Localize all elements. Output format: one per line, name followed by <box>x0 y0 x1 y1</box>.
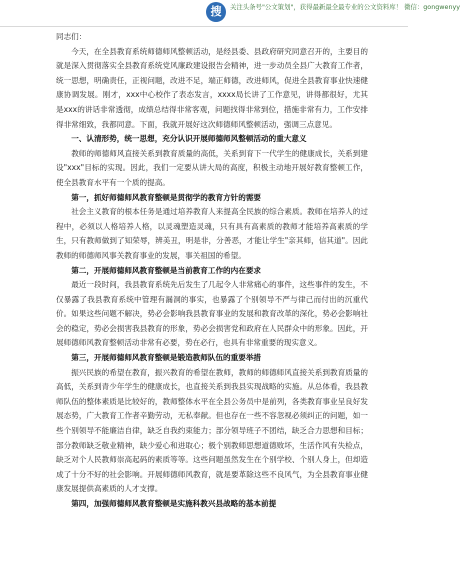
subheading-4: 第四，加强师德师风教育整顿是实施科教兴县战略的基本前提 <box>71 499 277 508</box>
sub2-block <box>56 278 368 351</box>
body-paragraph: 教师的师德师风直接关系到教育质量的高低，关系到育下一代学生的健康成长，关系到建设"xxx"目标的实现。因此，我们一定要从讲大局的高度，积极主动地开展好教育整顿工作，使全县教育水平有一个质的提高。 <box>56 148 368 187</box>
section1-block <box>56 147 368 191</box>
salutation: 同志们： <box>56 32 87 41</box>
intro-block <box>56 45 368 133</box>
sub1-block <box>56 205 368 263</box>
body-paragraph: 最近一段时间，我县教育系统先后发生了几起令人非常痛心的事件，这些事件的发生，不仅暴露了我县教育系统中管理有漏洞的事实，也暴露了个别领导不严与律己而付出的沉重代价。如果这些问题不解决，势必会影响我县教育事业的发展和教育改革的深化，势必会影响社会的稳定，势必会损害我县教育的形象，势必会损害党和政府在人民群众中的形象。因此，开展师德师风教育整顿活动非常有必要，势在必行，也具有非常重要的现实意义。 <box>56 280 368 348</box>
sub3-block <box>56 366 368 497</box>
promo-text <box>230 3 460 12</box>
section-heading-1: 一、认清形势，统一思想，充分认识开展师德师风整顿活动的重大意义 <box>71 134 307 144</box>
wechat-logo-icon: 搜 <box>206 2 226 22</box>
body-paragraph: 振兴民族的希望在教育，振兴教育的希望在教师，教师的师德师风直接关系到教育质量的高低，关系到青少年学生的健康成长，也直接关系到我县实现战略的实施。从总体看，我县教师队伍的整体素质是比较好的，教师整体水平在全县公务员中是前列，各类教育事业呈良好发展态势，广大教育工作者辛勤劳动，无私奉献。但也存在一些不容忽视必须纠正的问题，如一些个别领导不能廉洁自律，缺乏自我约束能力；部分领导班子不团结，缺乏合力思想和目标；部分教师缺乏敬业精神，缺少爱心和进取心；极个别教师思想道德败坏，生活作风有失检点，缺乏对个人民教师崇高起码的素质等等。这些问题虽然发生在个别学校、个别人身上，但却造成了十分不好的社会影响。开展师德师风教育，就是要革除这些不良风气，为全县教育事业健康发展提供高素质的人才支撑。 <box>56 367 368 494</box>
subheading-1: 第一，抓好师德师风教育整顿是贯彻学的教育方针的需要 <box>71 192 262 202</box>
body-paragraph: 社会主义教育的根本任务是通过培养教育人来提高全民族的综合素质。教师在培养人的过程中，必须以人格培养人格，以灵魂塑造灵魂，只有具有高素质的教师才能培养高素质的学生，只有教师做到了知荣辱，辨美丑，明是非，分善恶，才能让学生"亲其师，信其道"。因此教师的师德师风事关教育事业的发展，事关祖国的希望。 <box>56 207 368 260</box>
body-paragraph: 今天，在全县教育系统师德师风整顿活动，是经县委、县政府研究同意召开的，主要目的就是深入贯彻落实全县教育系统党风廉政建设报告会精神，进一步动员全县广大教育工作者，统一思想，明确责任，正视问题，改进不足，端正师德，改进师风，促进全县教育事业快速健康协调发展。刚才，xxx中心校作了表态发言，xxxx局长讲了工作意见，讲得都很好，尤其是xxx的讲话非常透彻，成绩总结得非常客观，问题找得非常到位，措施非常有力，工作安排得非常细致，我都同意。下面，我就开展好这次师德师风整顿活动，强调三点意见。 <box>56 46 368 129</box>
speech-text <box>56 30 368 512</box>
promo-line: 关注头条号"公文策划"，获得最新最全最专业的公文资料库！ 微信：gongwenyy <box>230 3 460 11</box>
subheading-3: 第三，开展师德师风教育整顿是锻造教师队伍的重要举措 <box>71 353 262 363</box>
promo-banner <box>0 0 460 27</box>
subheading-2: 第二，开展师德师风教育整顿是当前教育工作的内在要求 <box>71 265 262 275</box>
